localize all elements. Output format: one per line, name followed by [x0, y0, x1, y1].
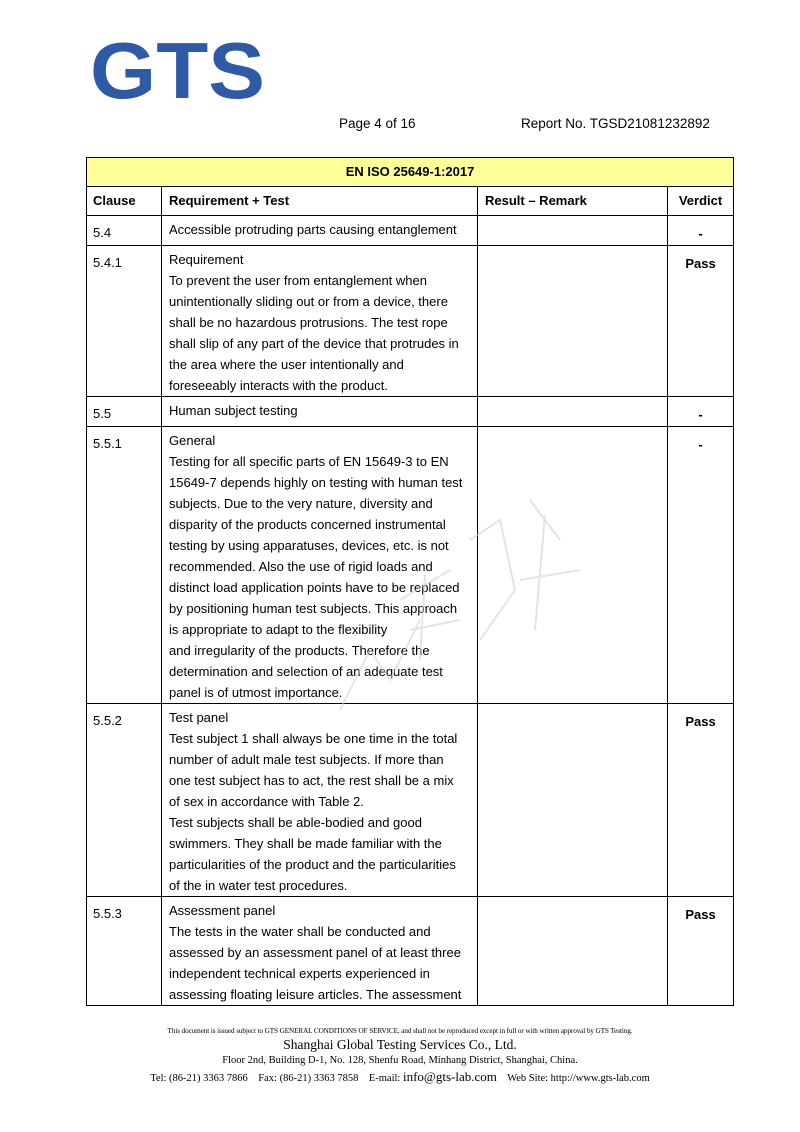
- table-row: [87, 216, 734, 246]
- verdict-cell: -: [668, 397, 734, 427]
- table-row: [87, 897, 734, 1006]
- footer-contact: [0, 1069, 800, 1085]
- requirement-line: foreseeably interacts with the product.: [169, 378, 388, 393]
- requirement-line: To prevent the user from entanglement when: [169, 273, 427, 288]
- clause-cell: 5.5.1: [87, 427, 162, 704]
- result-cell: [478, 704, 668, 897]
- requirement-cell: [162, 397, 478, 427]
- footer-company: Shanghai Global Testing Services Co., Ltd.: [283, 1037, 517, 1052]
- verdict-cell: -: [668, 427, 734, 704]
- col-header-verdict: Verdict: [668, 187, 734, 216]
- requirement-line: Assessment panel: [169, 903, 276, 918]
- footer-tel: Tel: (86-21) 3363 7866: [150, 1073, 248, 1084]
- footer-email[interactable]: info@gts-lab.com: [402, 1069, 497, 1084]
- footer-fax: Fax: (86-21) 3363 7858: [258, 1073, 359, 1084]
- requirement-line: assessing floating leisure articles. The assessment: [169, 987, 462, 1002]
- footer-email-label: E-mail:: [368, 1073, 401, 1084]
- requirement-cell: [162, 246, 478, 397]
- requirement-line: The tests in the water shall be conducted and: [169, 924, 431, 939]
- requirement-line: one test subject has to act, the rest shall be a mix: [169, 773, 454, 788]
- requirement-line: determination and selection of an adequate test: [169, 664, 443, 679]
- clause-cell: 5.5: [87, 397, 162, 427]
- gts-logo: [90, 38, 265, 102]
- table-row: [87, 246, 734, 397]
- requirement-line: of the in water test procedures.: [169, 878, 348, 893]
- table-row: [87, 704, 734, 897]
- verdict-cell: -: [668, 216, 734, 246]
- requirement-cell: [162, 216, 478, 246]
- requirement-line: Test subject 1 shall always be one time in the total: [169, 731, 458, 746]
- clause-cell: 5.4.1: [87, 246, 162, 397]
- result-cell: [478, 216, 668, 246]
- requirement-line: recommended. Also the use of rigid loads and: [169, 559, 433, 574]
- verdict-cell: Pass: [668, 704, 734, 897]
- clause-cell: 5.5.2: [87, 704, 162, 897]
- requirement-line: particularities of the product and the particularities: [169, 857, 456, 872]
- col-header-clause: Clause: [87, 187, 162, 216]
- requirement-line: and irregularity of the products. Therefore the: [169, 643, 430, 658]
- requirement-line: testing by using apparatuses, devices, etc. is not: [169, 538, 449, 553]
- result-cell: [478, 427, 668, 704]
- requirement-line: swimmers. They shall be made familiar with the: [169, 836, 442, 851]
- requirement-cell: [162, 897, 478, 1006]
- col-header-result: Result – Remark: [478, 187, 668, 216]
- requirement-line: by positioning human test subjects. This approach: [169, 601, 458, 616]
- requirement-line: the area where the user intentionally and: [169, 357, 404, 372]
- footer-address: Floor 2nd, Building D-1, No. 128, Shenfu Road, Minhang District, Shanghai, China.: [222, 1055, 578, 1066]
- footer-disclaimer: This document is issued subject to GTS GENERAL CONDITIONS OF SERVICE, and shall not be reproduced except in full or with written approval by GTS Testing.: [167, 1027, 633, 1035]
- requirement-line: shall be no hazardous protrusions. The test rope: [169, 315, 448, 330]
- clause-cell: 5.5.3: [87, 897, 162, 1006]
- requirement-line: 15649-7 depends highly on testing with human test: [169, 475, 463, 490]
- result-cell: [478, 397, 668, 427]
- requirement-line: distinct load application points have to be replaced: [169, 580, 460, 595]
- requirement-line: independent technical experts experienced in: [169, 966, 430, 981]
- clause-cell: 5.4: [87, 216, 162, 246]
- requirement-line: of sex in accordance with Table 2.: [169, 794, 364, 809]
- verdict-cell: Pass: [668, 897, 734, 1006]
- requirement-line: panel is of utmost importance.: [169, 685, 343, 700]
- result-cell: [478, 897, 668, 1006]
- footer-website[interactable]: Web Site: http://www.gts-lab.com: [507, 1073, 650, 1084]
- requirement-line: Testing for all specific parts of EN 15649-3 to EN: [169, 454, 449, 469]
- requirement-cell: [162, 427, 478, 704]
- standard-title: EN ISO 25649-1:2017: [87, 158, 734, 187]
- requirement-line: number of adult male test subjects. If more than: [169, 752, 444, 767]
- requirement-cell: [162, 704, 478, 897]
- requirement-line: is appropriate to adapt to the flexibility: [169, 622, 388, 637]
- test-report-table: [86, 157, 734, 1006]
- requirement-line: shall slip of any part of the device that protrudes in: [169, 336, 459, 351]
- result-cell: [478, 246, 668, 397]
- requirement-line: Requirement: [169, 252, 244, 267]
- col-header-requirement: Requirement + Test: [162, 187, 478, 216]
- requirement-line: Test subjects shall be able-bodied and good: [169, 815, 422, 830]
- table-row: [87, 427, 734, 704]
- logo-text: GTS: [90, 38, 265, 102]
- page-number: Page 4 of 16: [339, 116, 416, 131]
- verdict-cell: Pass: [668, 246, 734, 397]
- table-row: [87, 397, 734, 427]
- requirement-line: unintentionally sliding out or from a device, there: [169, 294, 448, 309]
- requirement-line: Accessible protruding parts causing entanglement: [169, 222, 457, 237]
- requirement-line: Human subject testing: [169, 403, 298, 418]
- requirement-line: assessed by an assessment panel of at least three: [169, 945, 461, 960]
- requirement-line: disparity of the products concerned instrumental: [169, 517, 446, 532]
- standard-row: [87, 158, 734, 187]
- requirement-line: subjects. Due to the very nature, diversity and: [169, 496, 433, 511]
- requirement-line: Test panel: [169, 710, 229, 725]
- report-number: Report No. TGSD21081232892: [521, 116, 710, 131]
- requirement-line: General: [169, 433, 216, 448]
- header-row: [87, 187, 734, 216]
